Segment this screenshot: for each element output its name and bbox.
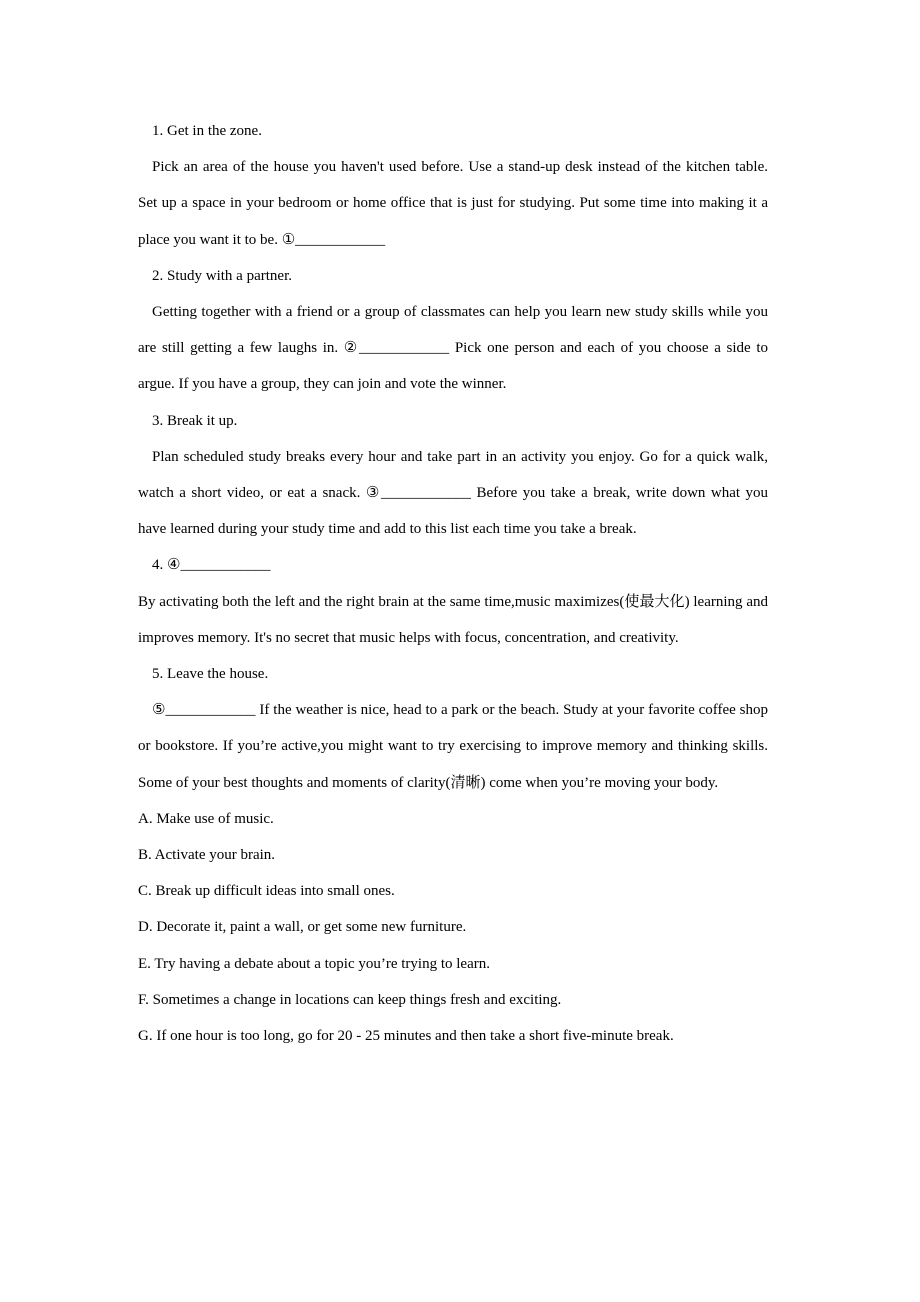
section-4-heading: 4. ④____________ <box>152 557 271 574</box>
option-a: A. Make use of music. <box>138 810 274 827</box>
option-e: E. Try having a debate about a topic you’re trying to learn. <box>138 955 490 972</box>
section-5-heading: 5. Leave the house. <box>152 666 269 683</box>
reading-passage <box>138 113 768 801</box>
section-2-heading: 2. Study with a partner. <box>152 267 292 284</box>
option-c: C. Break up difficult ideas into small ones. <box>138 883 395 900</box>
option-b: B. Activate your brain. <box>138 847 276 864</box>
section-1-body: Pick an area of the house you haven't used before. Use a stand-up desk instead of the kitchen table. Set up a space in your bedroom or home office that is just for studying. Put some time into making it a place you want it to be. ①____________ <box>138 159 768 248</box>
section-4-body: By activating both the left and the right brain at the same time,music maximizes(使最大化) learning and improves memory. It's no secret that music helps with focus, concentration, and creativity. <box>138 593 768 646</box>
section-3-heading: 3. Break it up. <box>152 412 238 429</box>
option-d: D. Decorate it, paint a wall, or get some new furniture. <box>138 919 467 936</box>
option-f: F. Sometimes a change in locations can keep things fresh and exciting. <box>138 991 562 1008</box>
section-5-body: ⑤____________ If the weather is nice, head to a park or the beach. Study at your favorite coffee shop or bookstore. If you’re active,you might want to try exercising to improve memory and thinking skills. Some of your best thoughts and moments of clarity(清晰) come when you’re moving your body. <box>138 702 768 791</box>
option-g: G. If one hour is too long, go for 20 - 25 minutes and then take a short five-minute break. <box>138 1028 674 1045</box>
section-3-body: Plan scheduled study breaks every hour and take part in an activity you enjoy. Go for a quick walk, watch a short video, or eat a snack. ③____________ Before you take a break, write down what you have learned during your study time and add to this list each time you take a break. <box>138 448 768 538</box>
section-2-body: Getting together with a friend or a group of classmates can help you learn new study skills while you are still getting a few laughs in. ②____________ Pick one person and each of you choose a side to argue. If you have a group, they can join and vote the winner. <box>138 304 768 393</box>
answer-options-list <box>138 801 768 1054</box>
section-1-heading: 1. Get in the zone. <box>152 123 262 139</box>
